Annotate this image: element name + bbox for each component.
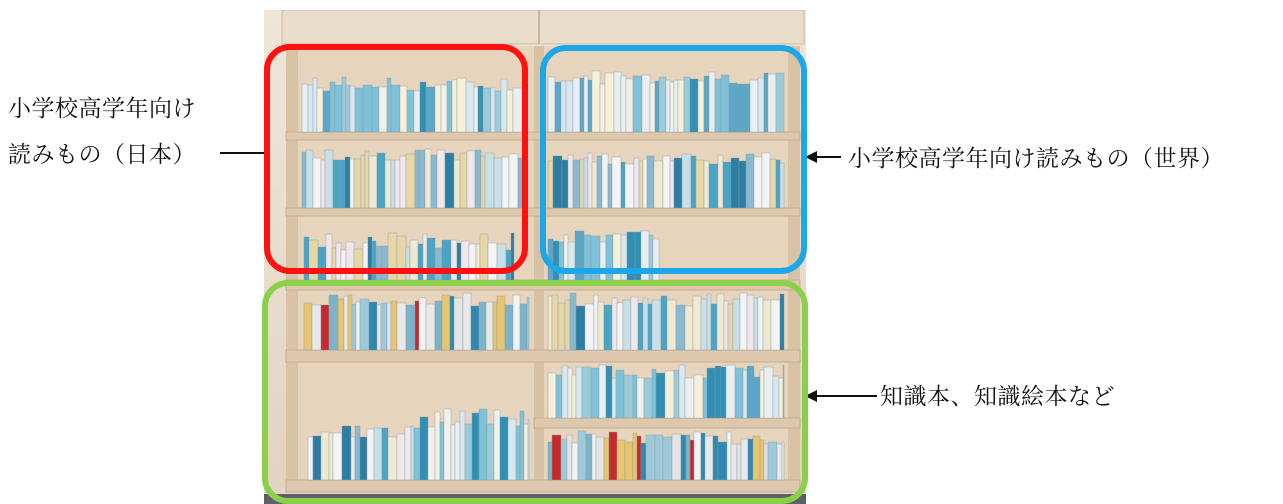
label-knowledge: 知識本、知識絵本など [880, 384, 1115, 410]
label-japan-line2: 読みもの（日本） [8, 142, 196, 168]
label-japan-line1: 小学校高学年向け [8, 96, 196, 122]
frame-japan-red [264, 44, 528, 274]
arrow-left-icon [805, 386, 877, 406]
arrow-left-icon [805, 147, 845, 167]
frame-world-blue [540, 45, 807, 274]
label-world: 小学校高学年向け読みもの（世界） [848, 146, 1224, 172]
frame-knowledge-green [262, 280, 808, 504]
